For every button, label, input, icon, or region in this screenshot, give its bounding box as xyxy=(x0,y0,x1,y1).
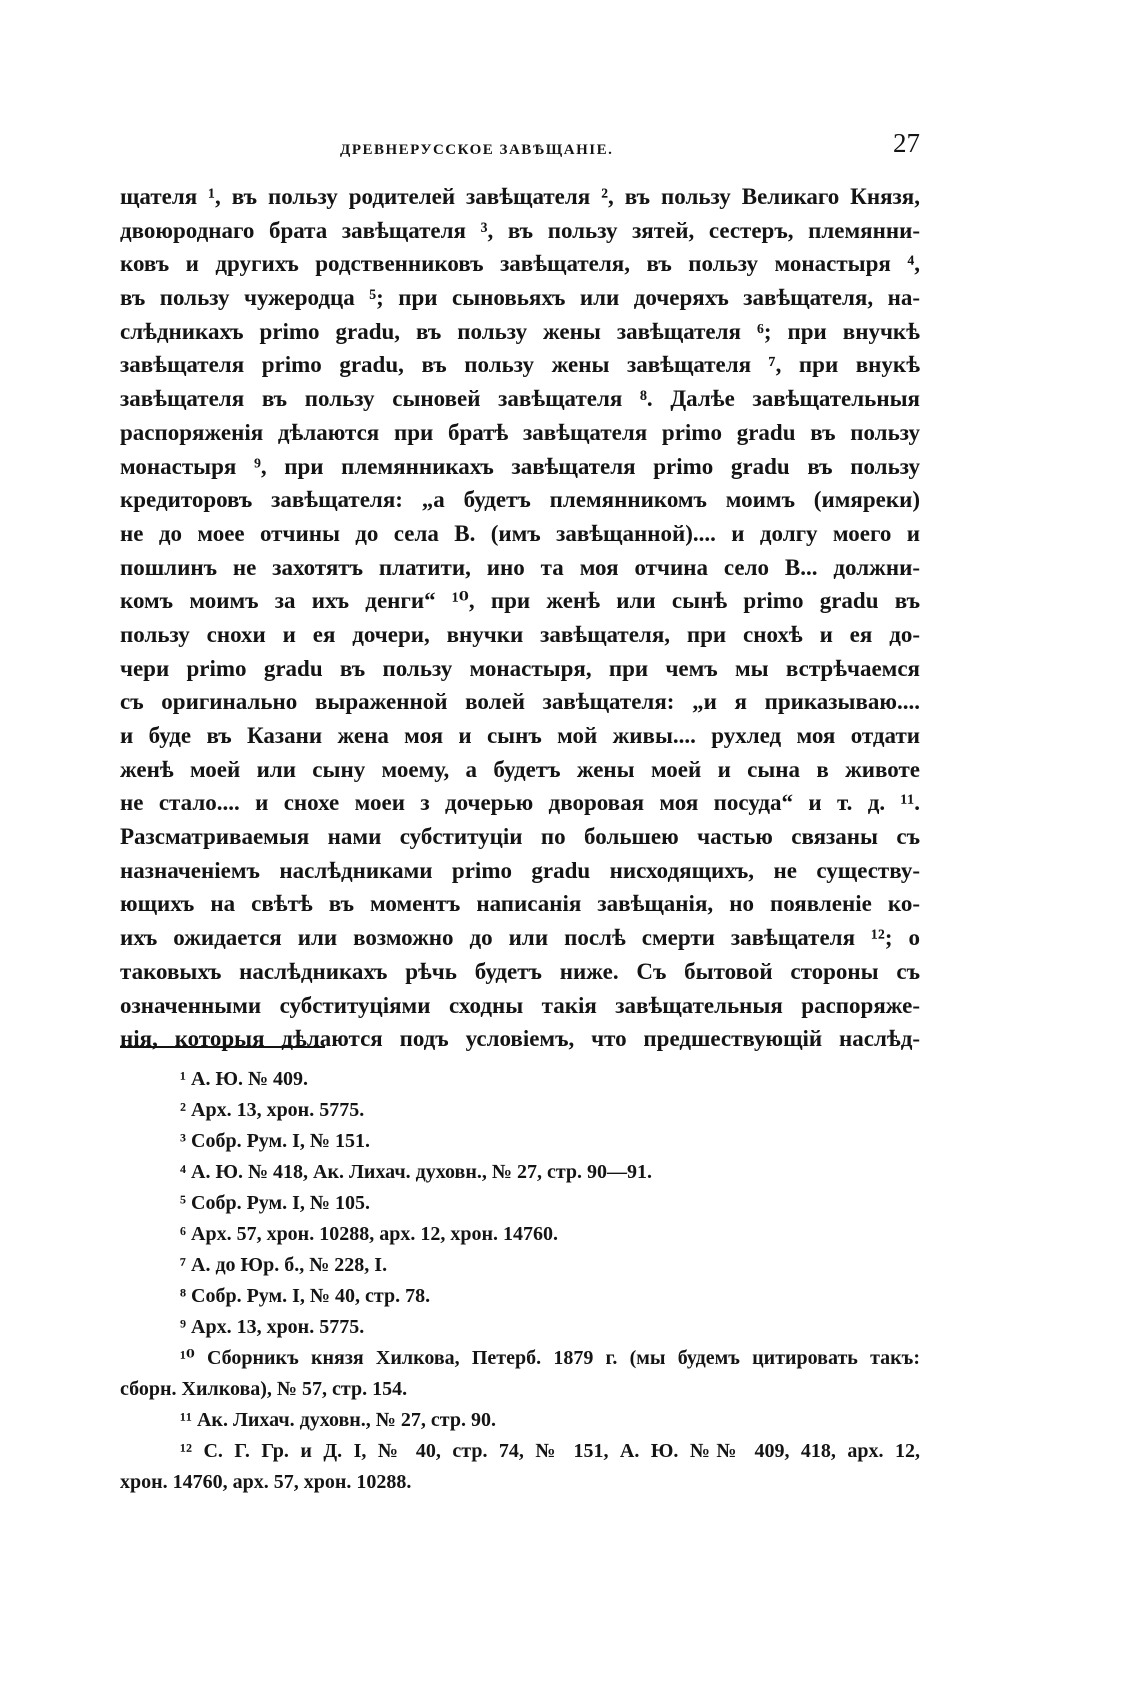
footnote: ¹ А. Ю. № 409. xyxy=(180,1068,309,1090)
footnote-divider xyxy=(120,1046,325,1048)
body-line: означенными субституціями сходны такія завѣщательныя распоряже- xyxy=(120,992,920,1018)
body-line: женѣ моей или сыну моему, а будетъ жены моей и сына в животе xyxy=(120,756,920,782)
footnote: ¹⁰ Сборникъ князя Хилкова, Петерб. 1879 г. (мы будемъ цитировать такъ: xyxy=(180,1347,920,1369)
body-line: слѣдникахъ primo gradu, въ пользу жены завѣщателя ⁶; при внучкѣ xyxy=(120,318,920,344)
body-line: двоюроднаго брата завѣщателя ³, въ пользу зятей, сестеръ, племянни- xyxy=(120,217,920,243)
body-line: монастыря ⁹, при племянникахъ завѣщателя primo gradu въ пользу xyxy=(120,453,920,479)
body-line: въ пользу чужеродца ⁵; при сыновьяхъ или дочеряхъ завѣщателя, на- xyxy=(120,285,920,311)
footnotes xyxy=(120,1064,920,1498)
body-line: ковъ и другихъ родственниковъ завѣщателя, въ пользу монастыря ⁴, xyxy=(120,251,920,277)
body-line: распоряженія дѣлаются при братѣ завѣщателя primo gradu въ пользу xyxy=(120,419,920,445)
body-line: щателя ¹, въ пользу родителей завѣщателя ², въ пользу Великаго Князя, xyxy=(120,184,920,209)
footnote: ³ Собр. Рум. I, № 151. xyxy=(180,1130,371,1152)
footnote: ¹² С. Г. Гр. и Д. I, № 40, стр. 74, № 151, А. Ю. №№ 409, 418, арх. 12, xyxy=(180,1440,920,1462)
footnote: ⁸ Собр. Рум. I, № 40, стр. 78. xyxy=(180,1285,431,1307)
body-line: нія, которыя дѣлаются подъ условіемъ, что предшествующій наслѣд- xyxy=(120,1026,920,1052)
body-line: Разсматриваемыя нами субституціи по большею частью связаны съ xyxy=(120,824,920,850)
body-line: не до моее отчины до села В. (имъ завѣщанной).... и долгу моего и xyxy=(120,520,920,546)
footnote: ¹¹ Ак. Лихач. духовн., № 27, стр. 90. xyxy=(180,1409,496,1431)
body-line: съ оригинально выраженной волей завѣщателя: „и я приказываю.... xyxy=(120,689,920,715)
body-line: и буде въ Казани жена моя и сынъ мой живы.... рухлед моя отдати xyxy=(120,723,920,748)
page-header xyxy=(120,128,920,168)
body-line: завѣщателя въ пользу сыновей завѣщателя ⁸. Далѣе завѣщательныя xyxy=(120,386,920,412)
body-line: пользу снохи и ея дочери, внучки завѣщателя, при снохѣ и ея до- xyxy=(120,621,920,647)
body-line: завѣщателя primo gradu, въ пользу жены завѣщателя ⁷, при внукѣ xyxy=(120,352,920,378)
footnote-continuation: сборн. Хилкова), № 57, стр. 154. xyxy=(120,1378,408,1400)
footnote: ⁶ Арх. 57, хрон. 10288, арх. 12, хрон. 14760. xyxy=(180,1223,558,1245)
body-text xyxy=(120,180,920,1056)
footnote: ⁵ Собр. Рум. I, № 105. xyxy=(180,1192,371,1214)
footnote: ⁷ А. до Юр. б., № 228, I. xyxy=(180,1254,388,1276)
footnote-continuation: хрон. 14760, арх. 57, хрон. 10288. xyxy=(120,1471,412,1493)
body-line: ихъ ожидается или возможно до или послѣ смерти завѣщателя ¹²; о xyxy=(120,925,920,951)
footnote: ⁴ А. Ю. № 418, Ак. Лихач. духовн., № 27, стр. 90—91. xyxy=(180,1161,653,1183)
body-line: чери primo gradu въ пользу монастыря, при чемъ мы встрѣчаемся xyxy=(120,655,920,681)
body-line: комъ моимъ за ихъ денги“ ¹⁰, при женѣ или сынѣ primo gradu въ xyxy=(120,588,920,614)
body-line: не стало.... и снохе моеи з дочерью дворовая моя посуда“ и т. д. ¹¹. xyxy=(120,790,920,816)
running-title: ДРЕВНЕРУССКОЕ ЗАВѢЩАНІЕ. xyxy=(340,142,614,158)
body-line: ющихъ на свѣтѣ въ моментъ написанія завѣщанія, но появленіе ко- xyxy=(120,891,920,917)
page-number: 27 xyxy=(893,128,920,158)
body-line: назначеніемъ наслѣдниками primo gradu нисходящихъ, не существу- xyxy=(120,857,920,883)
body-line: пошлинъ не захотятъ платити, ино та моя отчина село В... должни- xyxy=(120,554,920,580)
body-line: кредиторовъ завѣщателя: „а будетъ племянникомъ моимъ (имяреки) xyxy=(120,487,920,513)
footnote: ⁹ Арх. 13, хрон. 5775. xyxy=(180,1316,365,1338)
footnote: ² Арх. 13, хрон. 5775. xyxy=(180,1099,365,1121)
body-line: таковыхъ наслѣдникахъ рѣчь будетъ ниже. Съ бытовой стороны съ xyxy=(120,958,920,984)
